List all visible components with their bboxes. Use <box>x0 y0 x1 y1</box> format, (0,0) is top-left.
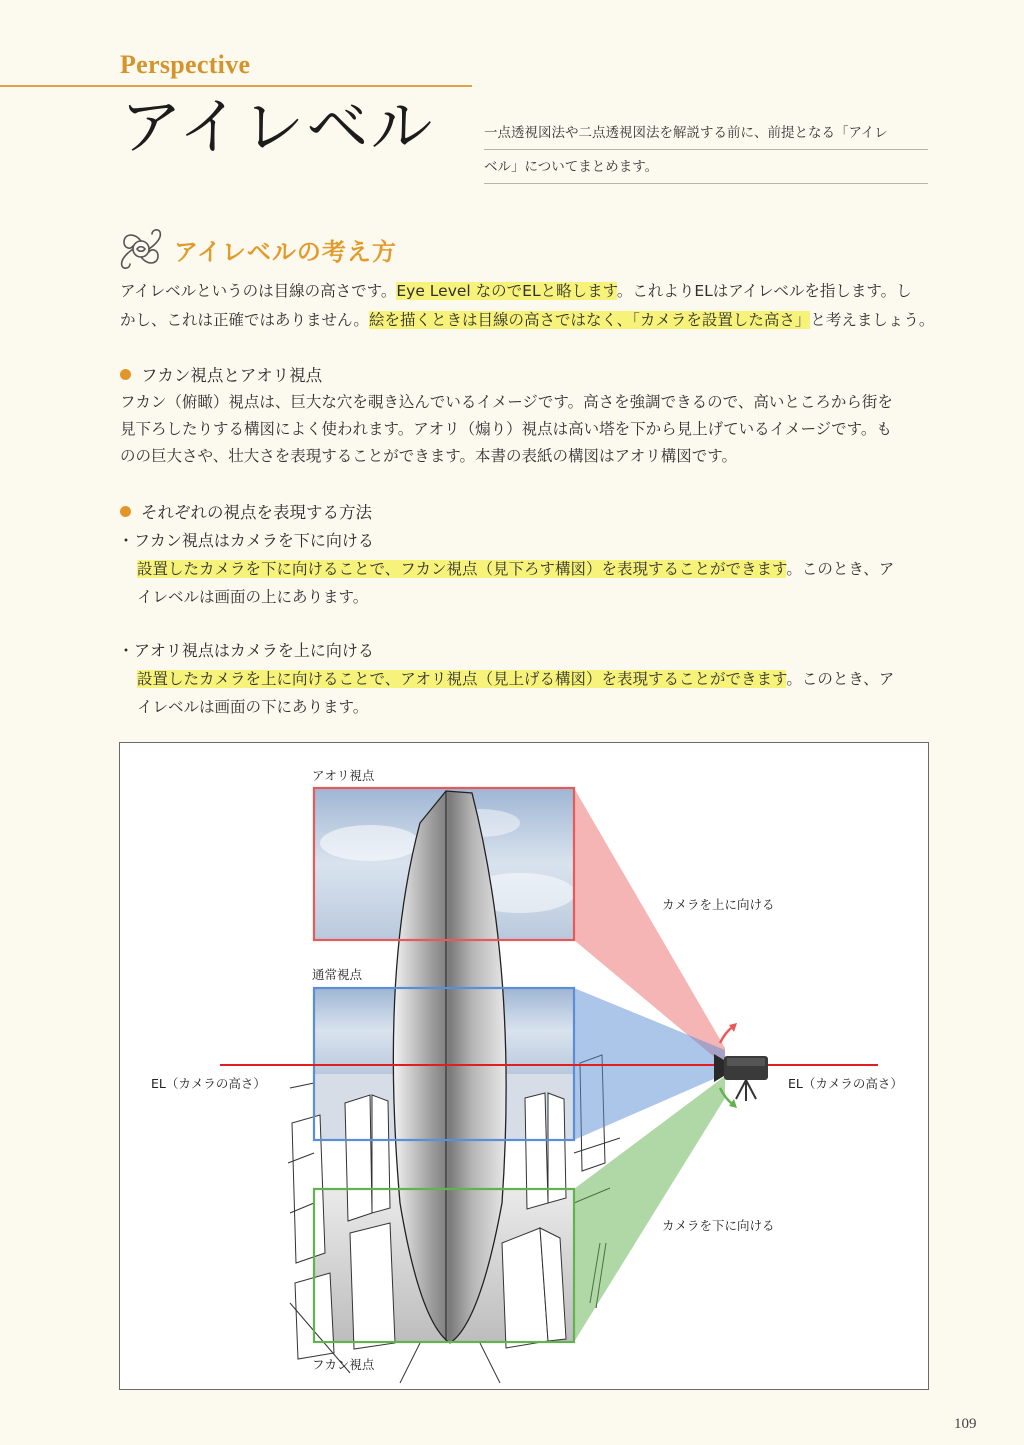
section-heading <box>116 226 397 272</box>
highlight: Eye Level なのでELと略します <box>396 282 617 300</box>
label-el-right: EL（カメラの高さ） <box>788 1076 903 1091</box>
bullet-dot-icon <box>120 369 131 380</box>
eye-level-figure <box>119 742 929 1390</box>
method-down-line-1 <box>137 554 894 584</box>
text: と考えましょう。 <box>810 311 935 329</box>
page-number: 109 <box>954 1416 977 1432</box>
intro-line-1: 一点透視図法や二点透視図法を解説する前に、前提となる「アイレ <box>484 122 928 150</box>
label-camera-up: カメラを上に向ける <box>662 897 775 912</box>
bullet-heading-methods <box>120 499 372 523</box>
text: 。このとき、ア <box>786 670 895 688</box>
label-fukan: フカン視点 <box>312 1357 375 1372</box>
fukan-line-2: 見下ろしたりする構図によく使われます。アオリ（煽り）視点は高い塔を下から見上げているイメージです。も <box>120 420 892 438</box>
method-up-title: ・アオリ視点はカメラを上に向ける <box>118 641 374 660</box>
bullet-heading-text: それぞれの視点を表現する方法 <box>141 503 372 522</box>
paragraph-1-line-1 <box>120 276 912 306</box>
text: かし、これは正確ではありません。 <box>120 311 369 329</box>
paragraph-1-line-2 <box>120 305 934 335</box>
method-down-title: ・フカン視点はカメラを下に向ける <box>118 531 374 550</box>
highlight: 絵を描くときは目線の高さではなく、「カメラを設置した高さ」 <box>368 311 811 329</box>
fukan-line-3: のの巨大さや、壮大さを表現することができます。本書の表紙の構図はアオリ構図です。 <box>120 447 738 465</box>
fukan-line-1: フカン（俯瞰）視点は、巨大な穴を覗き込んでいるイメージです。高さを強調できるので、高いところから街を <box>120 393 893 411</box>
bullet-heading-fukan <box>120 362 322 386</box>
text: アイレベルというのは目線の高さです。 <box>120 282 397 300</box>
highlight: 設置したカメラを下に向けることで、フカン視点（見下ろす構図）を表現することができます <box>137 560 787 578</box>
intro-text <box>484 122 928 190</box>
label-normal: 通常視点 <box>312 967 363 982</box>
figure-illustration <box>120 743 928 1389</box>
text: 。これよりELはアイレベルを指します。し <box>616 282 912 300</box>
heading-text: アイレベルの考え方 <box>174 237 397 266</box>
section-label: Perspective <box>120 50 251 79</box>
method-up-line-2: イレベルは画面の下にあります。 <box>137 698 369 716</box>
ornament-icon <box>116 226 166 272</box>
bullet-dot-icon <box>120 506 131 517</box>
page-title: アイレベル <box>120 90 435 163</box>
method-down-line-2: イレベルは画面の上にあります。 <box>137 588 369 606</box>
intro-line-2: ベル」についてまとめます。 <box>484 156 928 184</box>
text: 。このとき、ア <box>786 560 895 578</box>
label-camera-down: カメラを下に向ける <box>662 1218 775 1233</box>
bullet-heading-text: フカン視点とアオリ視点 <box>141 366 323 385</box>
section-rule <box>0 85 472 87</box>
label-aori: アオリ視点 <box>312 768 375 783</box>
label-el-left: EL（カメラの高さ） <box>151 1076 266 1091</box>
method-up-line-1 <box>137 664 894 694</box>
highlight: 設置したカメラを上に向けることで、アオリ視点（見上げる構図）を表現することができます <box>137 670 787 688</box>
